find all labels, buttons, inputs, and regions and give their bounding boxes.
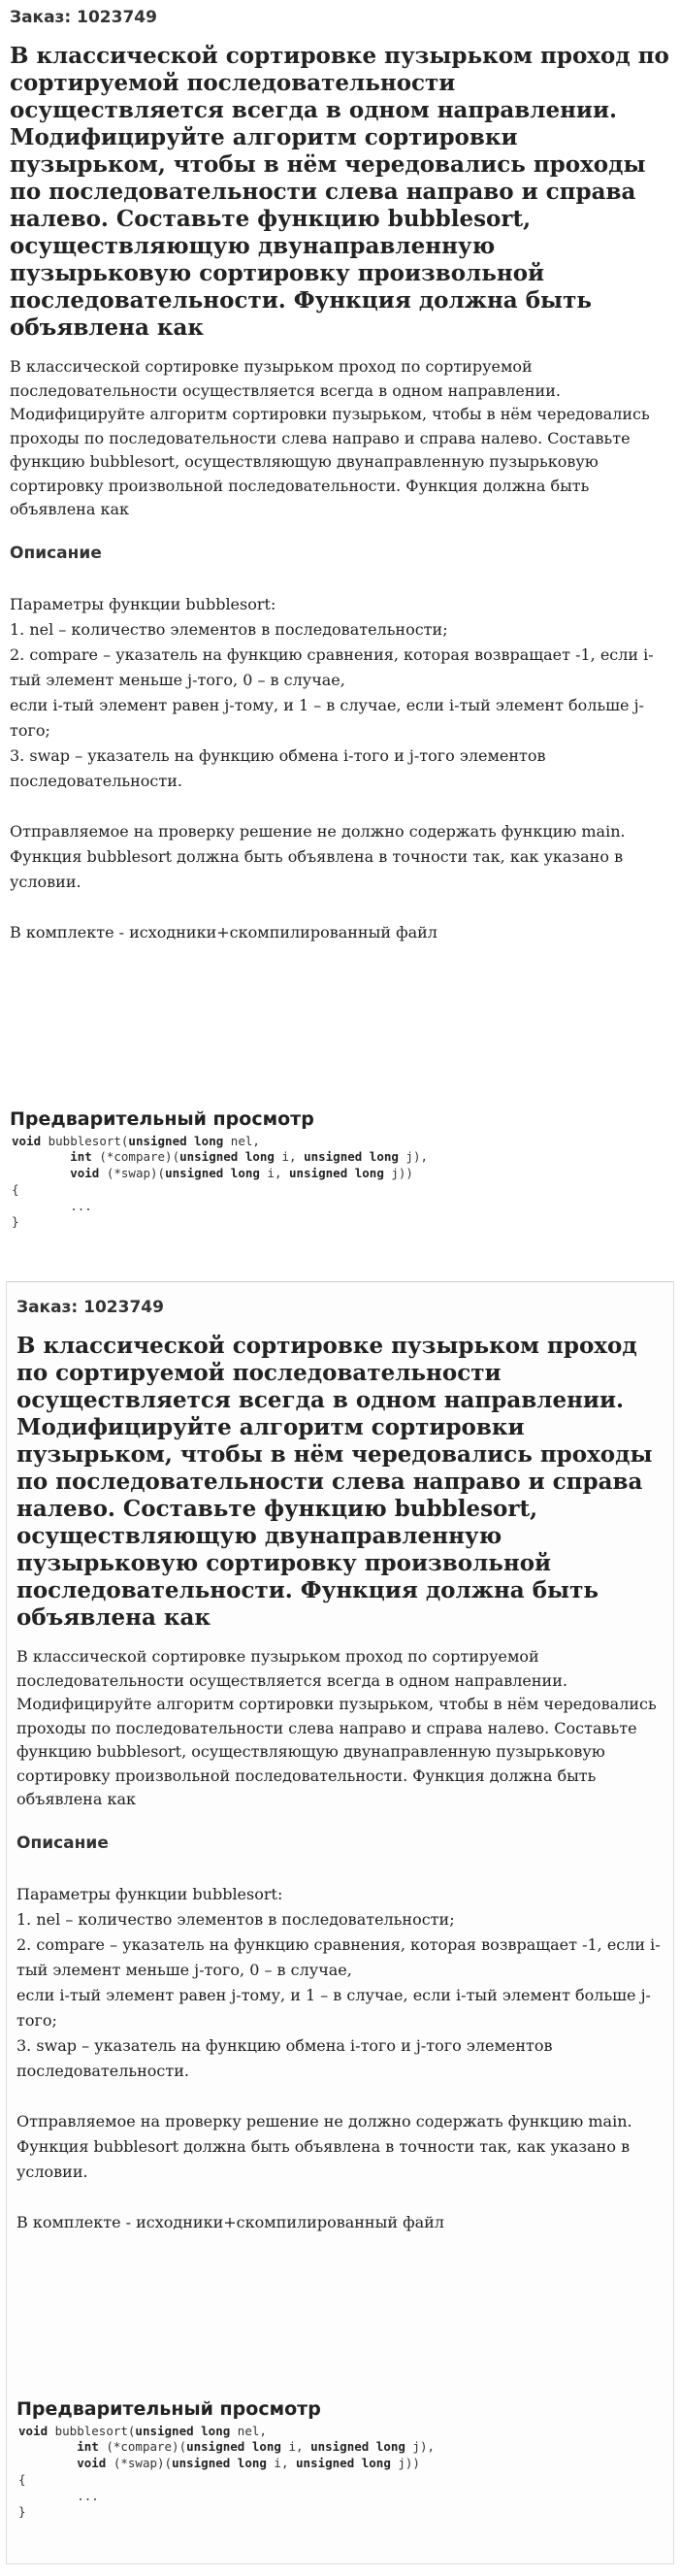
code-brace-open: { bbox=[12, 1181, 19, 1197]
task-title: В классической сортировке пузырьком проход по сортируемой последовательности осуществляется всегда в одном направлении. Модифицируйте алгоритм сортировки пузырьком, чтобы в нём чередовались проходы по последовательности слева направо и справа налево. Составьте функцию bubblesort, осуществляющую двунаправленную пузырьковую сортировку произвольной последовательности. Функция должна быть объявлена как bbox=[10, 43, 669, 341]
order-card-1 bbox=[0, 0, 680, 1281]
code-ellipsis: ... bbox=[70, 1198, 92, 1213]
params-line: 1. nel – количество элементов в последовательности; bbox=[10, 619, 448, 639]
code-text: j), bbox=[405, 2439, 436, 2455]
code-keyword: int bbox=[77, 2439, 99, 2455]
code-text: i, bbox=[266, 2456, 297, 2471]
code-brace-close: } bbox=[18, 2504, 26, 2520]
section-heading-description: Описание bbox=[10, 543, 102, 563]
params-paragraph bbox=[16, 1882, 664, 2084]
code-text: j)) bbox=[390, 2456, 420, 2471]
code-text: (*compare)( bbox=[98, 2439, 187, 2455]
code-keyword: void bbox=[77, 2456, 107, 2471]
params-line: если i-тый элемент равен j-тому, и 1 – в случае, если i-тый элемент больше j-того; bbox=[16, 1985, 651, 2030]
code-text: nel, bbox=[230, 2423, 267, 2438]
preview-heading: Предварительный просмотр bbox=[16, 2397, 321, 2420]
code-brace-open: { bbox=[18, 2471, 26, 2487]
task-description: В классической сортировке пузырьком проход по сортируемой последовательности осуществляется всегда в одном направлении. Модифицируйте алгоритм сортировки пузырьком, чтобы в нём чередовались проходы по последовательности слева направо и справа налево. Составьте функцию bubblesort, осуществляющую двунаправленную пузырьковую сортировку произвольной последовательности. Функция должна быть объявлена как bbox=[10, 357, 650, 518]
code-keyword: unsigned long bbox=[128, 1133, 224, 1148]
code-text: (*swap)( bbox=[99, 1166, 166, 1181]
code-keyword: void bbox=[18, 2423, 49, 2438]
code-text: i, bbox=[280, 2439, 311, 2455]
code-text: bubblesort( bbox=[41, 1133, 129, 1148]
code-preview bbox=[10, 1134, 670, 1232]
order-number: Заказ: 1023749 bbox=[10, 8, 157, 27]
preview-heading: Предварительный просмотр bbox=[10, 1107, 314, 1130]
task-description: В классической сортировке пузырьком проход по сортируемой последовательности осуществляется всегда в одном направлении. Модифицируйте алгоритм сортировки пузырьком, чтобы в нём чередовались проходы по последовательности слева направо и справа налево. Составьте функцию bubblesort, осуществляющую двунаправленную пузырьковую сортировку произвольной последовательности. Функция должна быть объявлена как bbox=[16, 1647, 657, 1808]
code-keyword: unsigned long bbox=[165, 1166, 260, 1181]
code-keyword: unsigned long bbox=[289, 1166, 384, 1181]
code-text: i, bbox=[259, 1166, 290, 1181]
task-title: В классической сортировке пузырьком проход по сортируемой последовательности осуществляется всегда в одном направлении. Модифицируйте алгоритм сортировки пузырьком, чтобы в нём чередовались проходы по последовательности слева направо и справа налево. Составьте функцию bubblesort, осуществляющую двунаправленную пузырьковую сортировку произвольной последовательности. Функция должна быть объявлена как bbox=[16, 1333, 653, 1631]
code-keyword: unsigned long bbox=[304, 1149, 399, 1165]
params-line: Параметры функции bubblesort: bbox=[10, 594, 276, 613]
code-text: j), bbox=[398, 1149, 429, 1165]
params-line: 1. nel – количество элементов в последовательности; bbox=[16, 1909, 455, 1929]
code-text: bubblesort( bbox=[48, 2423, 136, 2438]
order-card-2 bbox=[6, 1281, 674, 2564]
code-keyword: unsigned long bbox=[296, 2456, 391, 2471]
code-text: (*compare)( bbox=[91, 1149, 180, 1165]
code-keyword: int bbox=[70, 1149, 92, 1165]
params-line: 2. compare – указатель на функцию сравнения, которая возвращает -1, если i-тый элемент меньше j-того, 0 – в случае, bbox=[10, 644, 654, 689]
section-heading-description: Описание bbox=[16, 1833, 109, 1853]
code-keyword: unsigned long bbox=[186, 2439, 281, 2455]
bundle-note: В комплекте - исходники+скомпилированный файл bbox=[10, 922, 437, 941]
code-keyword: unsigned long bbox=[135, 2423, 231, 2438]
code-ellipsis: ... bbox=[77, 2488, 99, 2503]
code-text: nel, bbox=[223, 1133, 260, 1148]
code-keyword: unsigned long bbox=[310, 2439, 405, 2455]
code-keyword: void bbox=[70, 1166, 100, 1181]
order-number: Заказ: 1023749 bbox=[16, 1298, 164, 1317]
code-preview bbox=[16, 2424, 664, 2522]
submission-note: Отправляемое на проверку решение не должно содержать функцию main. Функция bubblesort должна быть объявлена в точности так, как указано в условии. bbox=[10, 821, 626, 891]
params-line: Параметры функции bubblesort: bbox=[16, 1884, 283, 1903]
code-keyword: void bbox=[12, 1133, 42, 1148]
code-text: i, bbox=[274, 1149, 305, 1165]
params-line: если i-тый элемент равен j-тому, и 1 – в случае, если i-тый элемент больше j-того; bbox=[10, 695, 644, 740]
params-line: 3. swap – указатель на функцию обмена i-того и j-того элементов последовательности. bbox=[10, 745, 546, 790]
code-keyword: unsigned long bbox=[172, 2456, 267, 2471]
submission-note: Отправляемое на проверку решение не должно содержать функцию main. Функция bubblesort должна быть объявлена в точности так, как указано в условии. bbox=[16, 2111, 632, 2181]
code-text: (*swap)( bbox=[106, 2456, 173, 2471]
params-line: 2. compare – указатель на функцию сравнения, которая возвращает -1, если i-тый элемент меньше j-того, 0 – в случае, bbox=[16, 1934, 661, 1979]
code-text: j)) bbox=[383, 1166, 413, 1181]
params-paragraph bbox=[10, 592, 670, 794]
code-brace-close: } bbox=[12, 1214, 19, 1230]
code-keyword: unsigned long bbox=[179, 1149, 275, 1165]
bundle-note: В комплекте - исходники+скомпилированный файл bbox=[16, 2212, 444, 2231]
params-line: 3. swap – указатель на функцию обмена i-того и j-того элементов последовательности. bbox=[16, 2035, 553, 2080]
